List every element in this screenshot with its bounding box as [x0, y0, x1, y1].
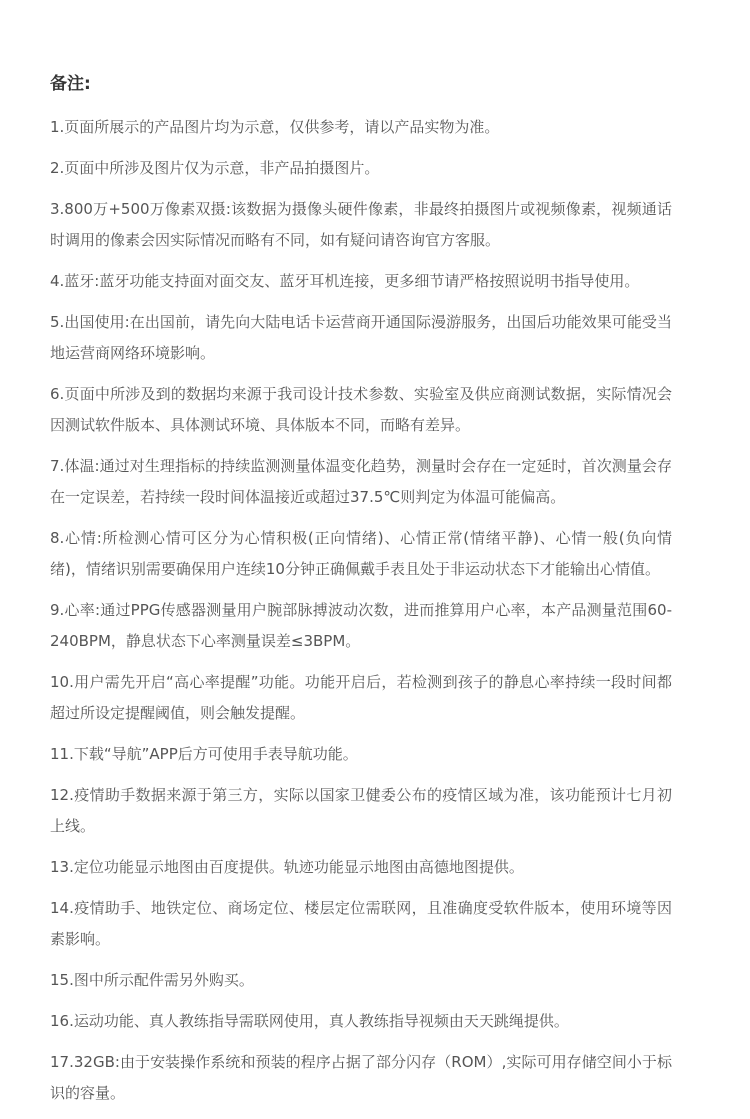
note-item-14: 14.疫情助手、地铁定位、商场定位、楼层定位需联网，且准确度受软件版本，使用环境等因素影响。 [50, 899, 672, 948]
note-item-3: 3.800万+500万像素双摄:该数据为摄像头硬件像素，非最终拍摄图片或视频像素，视频通话时调用的像素会因实际情况而略有不同，如有疑问请咨询官方客服。 [50, 200, 672, 249]
notes-title: 备注: [50, 74, 91, 94]
note-item-17: 17.32GB:由于安装操作系统和预装的程序占据了部分闪存（ROM）,实际可用存储空间小于标识的容量。 [50, 1053, 672, 1102]
note-item-1: 1.页面所展示的产品图片均为示意，仅供参考，请以产品实物为准。 [50, 118, 500, 136]
note-item-5: 5.出国使用:在出国前，请先向大陆电话卡运营商开通国际漫游服务，出国后功能效果可能受当地运营商网络环境影响。 [50, 313, 672, 362]
notes-list [50, 112, 672, 1109]
note-item-15: 15.图中所示配件需另外购买。 [50, 971, 254, 989]
note-item-13: 13.定位功能显示地图由百度提供。轨迹功能显示地图由高德地图提供。 [50, 858, 524, 876]
note-item-6: 6.页面中所涉及到的数据均来源于我司设计技术参数、实验室及供应商测试数据，实际情况会因测试软件版本、具体测试环境、具体版本不同，而略有差异。 [50, 385, 672, 434]
note-item-11: 11.下载“导航”APP后方可使用手表导航功能。 [50, 745, 358, 763]
note-item-10: 10.用户需先开启“高心率提醒”功能。功能开启后，若检测到孩子的静息心率持续一段时间都超过所设定提醒阈值，则会触发提醒。 [50, 673, 672, 722]
note-item-9: 9.心率:通过PPG传感器测量用户腕部脉搏波动次数，进而推算用户心率，本产品测量范围60-240BPM，静息状态下心率测量误差≤3BPM。 [50, 601, 672, 650]
note-item-16: 16.运动功能、真人教练指导需联网使用，真人教练指导视频由天天跳绳提供。 [50, 1012, 569, 1030]
note-item-12: 12.疫情助手数据来源于第三方，实际以国家卫健委公布的疫情区域为准，该功能预计七月初上线。 [50, 786, 672, 835]
note-item-2: 2.页面中所涉及图片仅为示意，非产品拍摄图片。 [50, 159, 380, 177]
notes-section [50, 70, 672, 1119]
note-item-7: 7.体温:通过对生理指标的持续监测测量体温变化趋势，测量时会存在一定延时，首次测量会存在一定误差，若持续一段时间体温接近或超过37.5℃则判定为体温可能偏高。 [50, 457, 672, 506]
note-item-8: 8.心情:所检测心情可区分为心情积极(正向情绪)、心情正常(情绪平静)、心情一般(负向情绪)，情绪识别需要确保用户连续10分钟正确佩戴手表且处于非运动状态下才能输出心情值。 [50, 529, 672, 578]
note-item-4: 4.蓝牙:蓝牙功能支持面对面交友、蓝牙耳机连接，更多细节请严格按照说明书指导使用。 [50, 272, 640, 290]
